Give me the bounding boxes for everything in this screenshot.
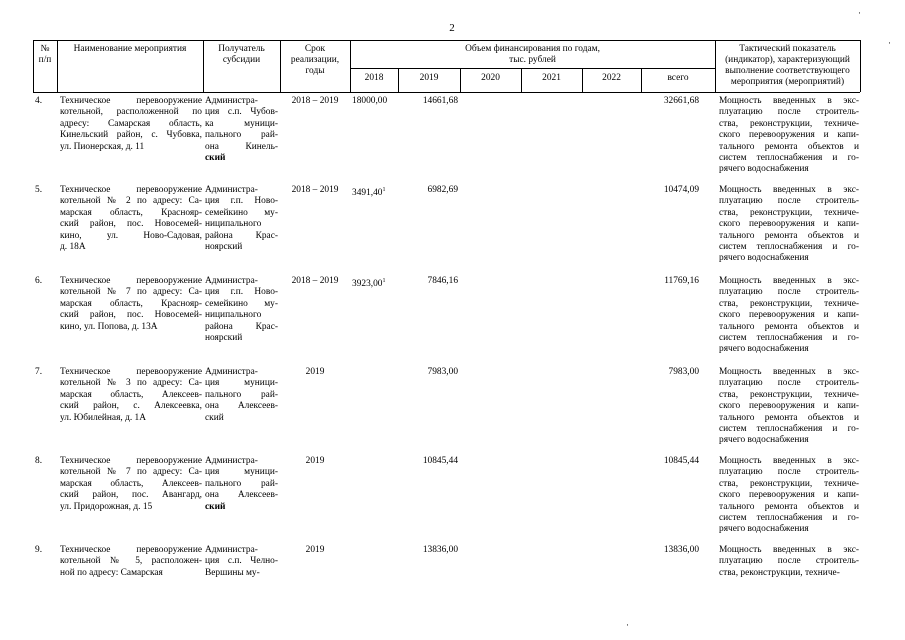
text-line: тального ремонта объектов и	[719, 412, 859, 423]
text-line: ского перевооружения и капи-	[719, 130, 859, 141]
text-line: ноярский	[205, 332, 243, 343]
text-line: ция с.п. Чубов-	[205, 107, 278, 118]
row-number: 7.	[35, 367, 43, 377]
row-number: 9.	[35, 545, 43, 555]
header-year-2019: 2019	[419, 73, 439, 83]
row-number: 6.	[35, 276, 43, 286]
text-line: Кинельский район, с. Чубовка,	[60, 130, 202, 141]
text-line: ция муници-	[205, 378, 278, 389]
text-line: ский	[205, 412, 224, 423]
scan-speck: ·	[858, 8, 861, 18]
row-total-amount: 13836,00	[663, 545, 699, 555]
text-line: ского перевооружения и капи-	[719, 490, 859, 501]
text-line: ского перевооружения и капи-	[719, 310, 859, 321]
row-indicator	[719, 185, 859, 265]
row-period: 2019	[305, 456, 325, 466]
row-period: 2018 – 2019	[291, 276, 339, 286]
text-line: Администра-	[205, 367, 258, 377]
text-line: тального ремонта объектов и	[719, 501, 859, 512]
row-total-amount: 10845,44	[663, 456, 699, 466]
text-line: ского перевооружения и капи-	[719, 401, 859, 412]
footnote-mark: 1	[382, 187, 386, 193]
row-recipient	[205, 96, 278, 164]
header-year-2021: 2021	[542, 73, 561, 83]
row-2018-amount	[352, 276, 400, 290]
text-line: марская область, Краснояр-	[60, 207, 202, 218]
row-indicator	[719, 456, 859, 536]
text-line: Мощность введенных в экс-	[719, 96, 859, 106]
text-line: Мощность введенных в экс-	[719, 367, 859, 377]
text-line: ства, реконструкции, техниче-	[719, 567, 840, 578]
row-indicator	[719, 96, 859, 176]
text-line: кино, ул. Ново-Садовая,	[60, 230, 202, 241]
text-line: ул. Придорожная, д. 15	[60, 501, 153, 512]
col-line	[860, 40, 861, 92]
text-line: ский район, с. Алексеевка,	[60, 401, 202, 412]
header-period: Срок реализации, годы	[290, 44, 340, 76]
text-line: ция с.п. Челно-	[205, 556, 278, 567]
text-line: котельной № 5, расположен-	[60, 556, 202, 567]
text-line: Мощность введенных в экс-	[719, 545, 859, 555]
row-2019-amount: 7983,00	[427, 367, 458, 377]
text-line: семейкино му-	[205, 207, 278, 218]
row-number: 8.	[35, 456, 43, 466]
text-line: района Крас-	[205, 230, 278, 241]
text-line: плуатацию после строитель-	[719, 467, 859, 478]
header-bottom-border	[33, 92, 860, 93]
row-2019-amount: 10845,44	[422, 456, 458, 466]
text-line: семейкино му-	[205, 298, 278, 309]
text-line: ция г.п. Ново-	[205, 287, 278, 298]
text-line: ул. Пионерская, д. 11	[60, 141, 145, 152]
row-total-amount: 11769,16	[664, 276, 699, 286]
text-line: ка муници-	[205, 118, 278, 129]
text-line: ства, реконструкции, техниче-	[719, 389, 859, 400]
text-line: систем теплоснабжения и го-	[719, 332, 859, 343]
text-line: марская область, Алексеев-	[60, 389, 202, 400]
text-line: ства, реконструкции, техниче-	[719, 118, 859, 129]
row-2019-amount: 13836,00	[422, 545, 458, 555]
text-line: ский район, пос. Авангард,	[60, 490, 202, 501]
text-line: марская область, Краснояр-	[60, 298, 202, 309]
row-name	[60, 545, 202, 579]
row-name	[60, 456, 202, 513]
row-name	[60, 185, 202, 253]
amount-2018: 3923,00	[352, 279, 383, 289]
text-line: ул. Юбилейная, д. 1А	[60, 412, 147, 423]
scan-speck: ·	[888, 38, 891, 48]
text-line: ства, реконструкции, техниче-	[719, 298, 859, 309]
text-line: ства, реконструкции, техниче-	[719, 478, 859, 489]
footnote-mark: 1	[382, 278, 386, 284]
text-line: котельной № 7 по адресу: Са-	[60, 467, 202, 478]
page-number: 2	[449, 22, 455, 34]
row-total-amount: 32661,68	[663, 96, 699, 106]
text-line: тального ремонта объектов и	[719, 141, 859, 152]
text-line: тального ремонта объектов и	[719, 321, 859, 332]
row-2019-amount: 6982,69	[427, 185, 458, 195]
header-num: № п/п	[38, 44, 52, 65]
row-recipient	[205, 185, 278, 253]
row-number: 5.	[35, 185, 43, 195]
row-indicator	[719, 545, 859, 579]
text-line: ной по адресу: Самарская	[60, 567, 163, 578]
text-line: плуатацию после строитель-	[719, 287, 859, 298]
text-line: пального рай-	[205, 389, 278, 400]
text-line: ция г.п. Ново-	[205, 196, 278, 207]
text-line: ниципального	[205, 219, 262, 230]
row-2018-amount	[352, 96, 400, 107]
text-line: Администра-	[205, 96, 258, 106]
header-indicator: Тактический показатель (индикатор), характеризующий выполнение соответствующего мероприятия (мероприятий)	[725, 44, 850, 87]
text-line: Администра-	[205, 185, 258, 195]
row-2018-amount	[352, 185, 400, 199]
text-line: марская область, Алексеев-	[60, 478, 202, 489]
row-2019-amount: 14661,68	[422, 96, 458, 106]
text-line: она Кинель-	[205, 141, 278, 152]
text-line: Техническое перевооружение	[60, 367, 202, 377]
text-line: систем теплоснабжения и го-	[719, 152, 859, 163]
text-line: Администра-	[205, 276, 258, 286]
text-line: плуатацию после строитель-	[719, 556, 859, 567]
text-line: пального рай-	[205, 130, 278, 141]
text-line: ция муници-	[205, 467, 278, 478]
text-line: систем теплоснабжения и го-	[719, 512, 859, 523]
header-year-divider	[350, 68, 715, 69]
scan-speck: ·	[626, 620, 629, 630]
text-line: систем теплоснабжения и го-	[719, 423, 859, 434]
text-line: рячего водоснабжения	[719, 253, 809, 264]
header-year-2020: 2020	[481, 73, 500, 83]
header-funding: Объем финансирования по годам, тыс. рублей	[465, 44, 600, 65]
row-period: 2019	[305, 545, 325, 555]
text-line: она Алексеев-	[205, 401, 278, 412]
row-name	[60, 276, 202, 333]
row-recipient	[205, 545, 278, 579]
text-line: кино, ул. Попова, д. 13А	[60, 321, 158, 332]
text-line: рячего водоснабжения	[719, 435, 809, 446]
text-line: Мощность введенных в экс-	[719, 276, 859, 286]
text-line: Техническое перевооружение	[60, 185, 202, 195]
row-number: 4.	[35, 96, 43, 106]
text-line: ский	[205, 152, 226, 163]
row-name	[60, 367, 202, 424]
header-total: всего	[667, 73, 689, 83]
text-line: плуатацию после строитель-	[719, 107, 859, 118]
text-line: котельной № 7 по адресу: Са-	[60, 287, 202, 298]
amount-2018: 18000,00	[352, 96, 388, 106]
text-line: плуатацию после строитель-	[719, 378, 859, 389]
row-recipient	[205, 456, 278, 513]
text-line: котельной № 2 по адресу: Са-	[60, 196, 202, 207]
text-line: Мощность введенных в экс-	[719, 185, 859, 195]
text-line: района Крас-	[205, 321, 278, 332]
row-period: 2019	[305, 367, 325, 377]
text-line: котельной № 3 по адресу: Са-	[60, 378, 202, 389]
text-line: Мощность введенных в экс-	[719, 456, 859, 466]
header-year-2018: 2018	[364, 73, 384, 83]
text-line: Администра-	[205, 545, 258, 555]
row-period: 2018 – 2019	[291, 96, 339, 106]
text-line: систем теплоснабжения и го-	[719, 241, 859, 252]
row-recipient	[205, 367, 278, 424]
row-name	[60, 96, 202, 153]
header-recipient: Получатель субсидии	[218, 44, 265, 65]
text-line: пального рай-	[205, 478, 278, 489]
header-year-2022: 2022	[602, 73, 621, 83]
text-line: ства, реконструкции, техниче-	[719, 207, 859, 218]
row-2019-amount: 7846,16	[427, 276, 458, 286]
row-indicator	[719, 276, 859, 356]
text-line: рячего водоснабжения	[719, 164, 809, 175]
text-line: ский	[205, 501, 226, 512]
row-period: 2018 – 2019	[291, 185, 339, 195]
row-total-amount: 7983,00	[668, 367, 699, 377]
text-line: Вершины му-	[205, 567, 260, 578]
text-line: ский район, пос. Новосемей-	[60, 219, 202, 230]
text-line: Администра-	[205, 456, 258, 466]
header-name: Наименование мероприятия	[73, 44, 187, 54]
text-line: плуатацию после строитель-	[719, 196, 859, 207]
text-line: Техническое перевооружение	[60, 545, 202, 555]
text-line: адресу: Самарская область,	[60, 118, 202, 129]
text-line: ского перевооружения и капи-	[719, 219, 859, 230]
text-line: рячего водоснабжения	[719, 524, 809, 535]
text-line: котельной, расположенной по	[60, 107, 202, 118]
text-line: тального ремонта объектов и	[719, 230, 859, 241]
row-indicator	[719, 367, 859, 447]
text-line: она Алексеев-	[205, 490, 278, 501]
row-total-amount: 10474,09	[663, 185, 699, 195]
text-line: ский район, пос. Новосемей-	[60, 310, 202, 321]
text-line: Техническое перевооружение	[60, 96, 202, 106]
text-line: Техническое перевооружение	[60, 456, 202, 466]
row-recipient	[205, 276, 278, 344]
text-line: рячего водоснабжения	[719, 344, 809, 355]
amount-2018: 3491,40	[352, 188, 383, 198]
text-line: д. 18А	[60, 241, 86, 252]
text-line: Техническое перевооружение	[60, 276, 202, 286]
header-top-border	[33, 40, 860, 41]
text-line: ниципального	[205, 310, 262, 321]
text-line: ноярский	[205, 241, 243, 252]
